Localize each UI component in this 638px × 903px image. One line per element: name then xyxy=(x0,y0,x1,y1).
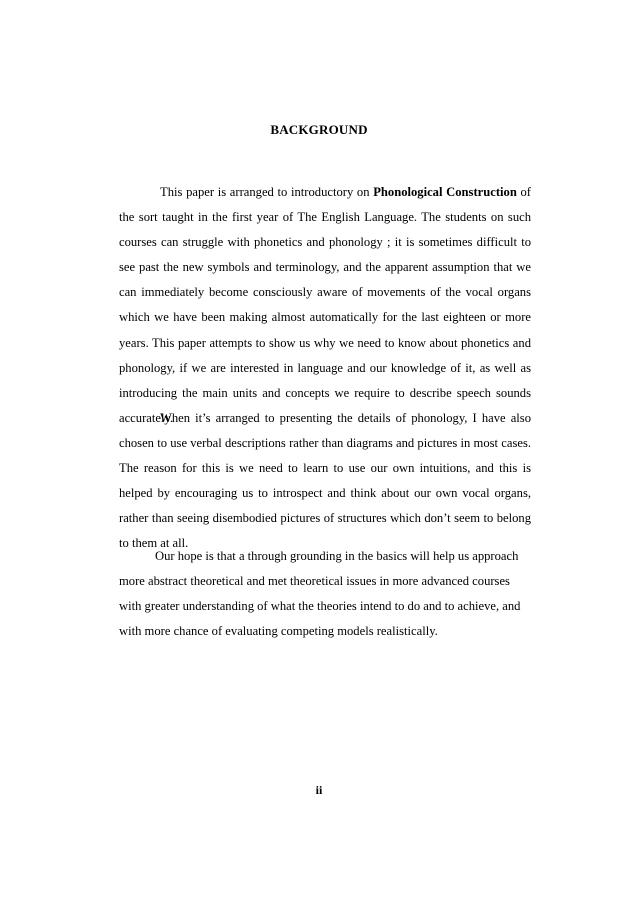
paragraph-1-rest: of the sort taught in the first year of The English Language. The students on such courses can struggle with phonetics and phonology ; it is sometimes difficult to see past the new symbols and terminology, and the apparent assumption that we can immediately become consciously aware of movements of the vocal organs which we have been making almost automatically for the last eighteen or more years. This paper attempts to show us why we need to know about phonetics and phonology, if we are interested in language and our knowledge of it, as well as introducing the main units and concepts we require to describe speech sounds accurately. xyxy=(119,185,531,425)
paragraph-3: Our hope is that a through grounding in the basics will help us approach more abstract theoretical and met theoretical issues in more advanced courses with greater understanding of what the theories intend to do and to achieve, and with more chance of evaluating competing models realistically. xyxy=(119,549,521,639)
paragraph-1-bold-term: Phonological Construction xyxy=(373,185,517,199)
paragraph-1-lead: This paper is arranged to introductory on xyxy=(160,185,374,199)
paragraph-2: When it’s arranged to presenting the details of phonology, I have also chosen to use verbal descriptions rather than diagrams and pictures in most cases. The reason for this is we need to learn to use our own intuitions, and this is helped by encouraging us to introspect and think about our own vocal organs, rather than seeing disembodied pictures of structures which don’t seem to belong to them at all. xyxy=(119,411,531,551)
page-number: ii xyxy=(315,783,323,797)
page-title: BACKGROUND xyxy=(270,122,368,137)
paragraph-1 xyxy=(119,180,531,431)
